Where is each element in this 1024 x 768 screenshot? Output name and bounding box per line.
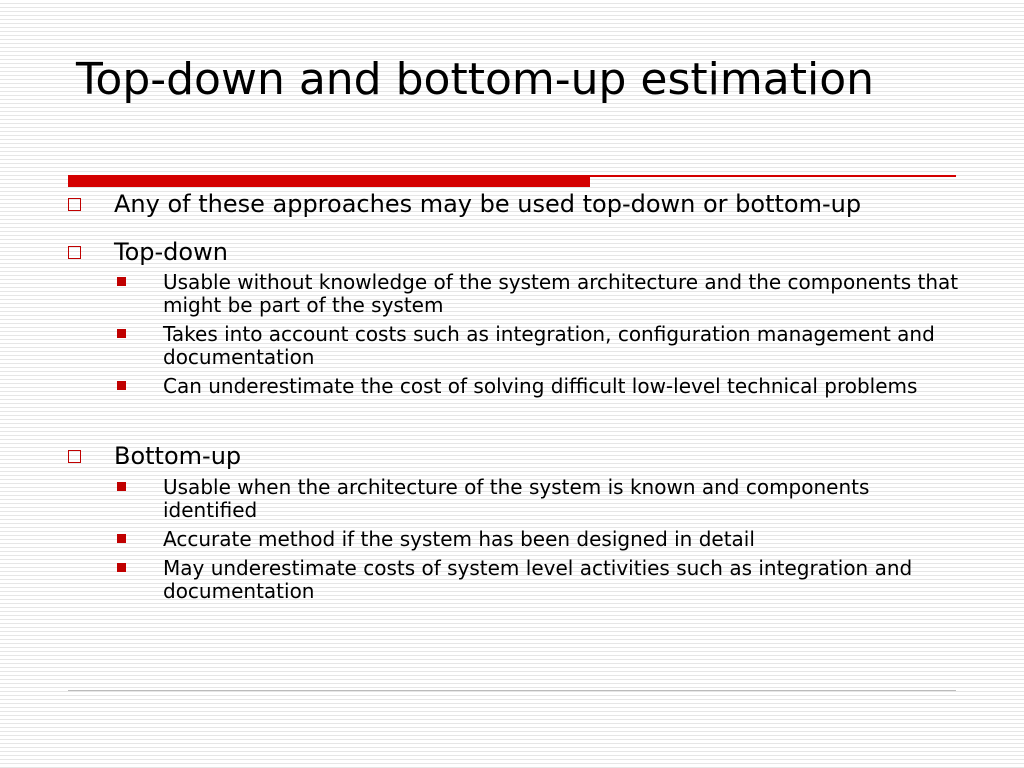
bullet-item [114,190,974,218]
hollow-square-bullet-icon [68,198,81,211]
sub-bullet-item [163,528,963,551]
filled-square-bullet-icon [117,277,126,286]
sub-bullet-item [163,271,963,317]
filled-square-bullet-icon [117,534,126,543]
hollow-square-bullet-icon [68,246,81,259]
sub-bullet-text: May underestimate costs of system level activities such as integration and documentation [163,556,913,603]
sub-bullet-text: Accurate method if the system has been designed in detail [163,527,755,551]
sub-bullet-text: Takes into account costs such as integration, configuration management and documentation [163,322,935,369]
hollow-square-bullet-icon [68,450,81,463]
slide-title: Top-down and bottom-up estimation [76,54,874,105]
bullet-item [114,238,974,266]
bullet-text: Bottom-up [114,442,242,470]
filled-square-bullet-icon [117,381,126,390]
sub-bullet-item [163,476,963,522]
sub-bullet-item [163,375,963,398]
filled-square-bullet-icon [117,482,126,491]
footer-divider [68,690,956,691]
bullet-text: Any of these approaches may be used top-down or bottom-up [114,190,862,218]
sub-bullet-item [163,323,963,369]
filled-square-bullet-icon [117,563,126,572]
sub-bullet-text: Usable without knowledge of the system architecture and the components that might be part of the system [163,270,959,317]
bullet-text: Top-down [114,238,228,266]
sub-bullet-text: Can underestimate the cost of solving difficult low-level technical problems [163,374,918,398]
sub-bullet-item [163,557,963,603]
sub-bullet-text: Usable when the architecture of the system is known and components identified [163,475,870,522]
filled-square-bullet-icon [117,329,126,338]
bullet-item [114,442,974,470]
